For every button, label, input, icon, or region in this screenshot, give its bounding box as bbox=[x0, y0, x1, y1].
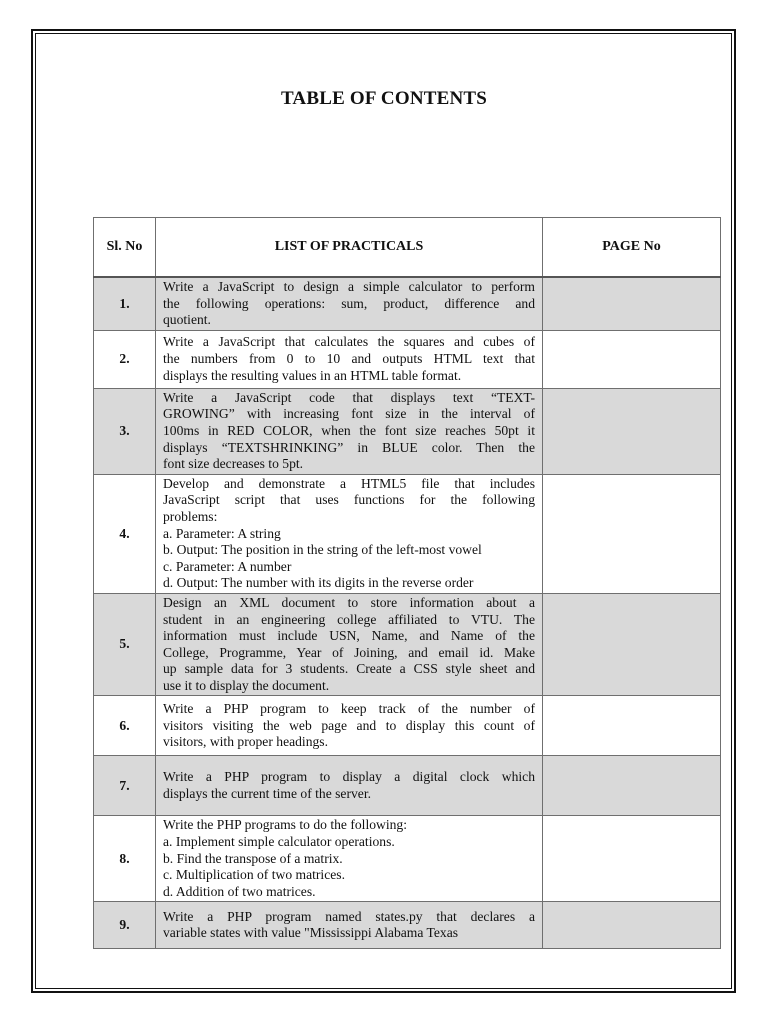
table-row bbox=[94, 330, 721, 388]
table-row bbox=[94, 816, 721, 902]
table-row bbox=[94, 696, 721, 756]
description-line: Write a JavaScript that calculates the squares and cubes of bbox=[163, 334, 535, 350]
description-item: c. Parameter: A number bbox=[163, 558, 292, 574]
description-line: displays “TEXTSHRINKING” in BLUE color. Then the bbox=[163, 439, 535, 455]
description-line: Write a PHP program to display a digital clock which bbox=[163, 769, 535, 785]
description-line: variable states with value "Mississippi Alabama Texas bbox=[163, 925, 459, 941]
description-line: visitors visiting the web page and to display this count of bbox=[163, 717, 535, 733]
description-line: up sample data for 3 students. Create a CSS style sheet and bbox=[163, 661, 535, 677]
practical-description bbox=[156, 593, 543, 696]
page-number-cell bbox=[543, 816, 721, 902]
practical-description bbox=[156, 388, 543, 474]
description-line: problems: bbox=[163, 508, 218, 524]
description-item: a. Parameter: A string bbox=[163, 525, 281, 541]
row-number: 2. bbox=[94, 330, 156, 388]
description-line: student in an engineering college affiliated to VTU. The bbox=[163, 611, 535, 627]
description-line: Write a PHP program named states.py that declares a bbox=[163, 908, 535, 924]
row-number: 9. bbox=[94, 902, 156, 949]
header-list-of-practicals: LIST OF PRACTICALS bbox=[156, 218, 543, 278]
table-row bbox=[94, 388, 721, 474]
row-number: 5. bbox=[94, 593, 156, 696]
table-row bbox=[94, 474, 721, 593]
table-row bbox=[94, 902, 721, 949]
practical-description bbox=[156, 474, 543, 593]
description-line: 100ms in RED COLOR, when the font size reaches 50pt it bbox=[163, 422, 535, 438]
header-page-no: PAGE No bbox=[543, 218, 721, 278]
description-line: displays the resulting values in an HTML table format. bbox=[163, 367, 462, 383]
description-line: quotient. bbox=[163, 312, 211, 328]
description-item: Write the PHP programs to do the following: bbox=[163, 817, 407, 833]
page-number-cell bbox=[543, 696, 721, 756]
row-number: 3. bbox=[94, 388, 156, 474]
page-number-cell bbox=[543, 388, 721, 474]
row-number: 4. bbox=[94, 474, 156, 593]
description-line: GROWING” with increasing font size in the interval of bbox=[163, 406, 535, 422]
description-line: font size decreases to 5pt. bbox=[163, 456, 304, 472]
page-number-cell bbox=[543, 277, 721, 330]
table-row bbox=[94, 593, 721, 696]
page-number-cell bbox=[543, 474, 721, 593]
table-row bbox=[94, 756, 721, 816]
practical-description bbox=[156, 696, 543, 756]
row-number: 6. bbox=[94, 696, 156, 756]
table-row bbox=[94, 277, 721, 330]
header-sl-no: Sl. No bbox=[94, 218, 156, 278]
description-line: JavaScript script that uses functions for the following bbox=[163, 492, 535, 508]
description-item: a. Implement simple calculator operations. bbox=[163, 834, 395, 850]
description-item: b. Output: The position in the string of the left-most vowel bbox=[163, 542, 482, 558]
page-number-cell bbox=[543, 902, 721, 949]
practical-description bbox=[156, 902, 543, 949]
description-line: visitors, with proper headings. bbox=[163, 734, 328, 750]
practical-description bbox=[156, 330, 543, 388]
page-number-cell bbox=[543, 593, 721, 696]
description-line: Write a PHP program to keep track of the number of bbox=[163, 701, 535, 717]
description-line: Design an XML document to store information about a bbox=[163, 594, 535, 610]
description-line: Write a JavaScript to design a simple calculator to perform bbox=[163, 279, 535, 294]
description-line: College, Programme, Year of Joining, and email id. Make bbox=[163, 644, 535, 660]
description-item: b. Find the transpose of a matrix. bbox=[163, 850, 343, 866]
practical-description bbox=[156, 277, 543, 330]
contents-table-body bbox=[94, 277, 721, 949]
description-item: d. Addition of two matrices. bbox=[163, 883, 316, 899]
description-line: Develop and demonstrate a HTML5 file that includes bbox=[163, 475, 535, 491]
row-number: 7. bbox=[94, 756, 156, 816]
contents-table bbox=[93, 217, 721, 949]
description-line: the following operations: sum, product, difference and bbox=[163, 295, 535, 311]
description-line: use it to display the document. bbox=[163, 677, 330, 693]
practical-description bbox=[156, 816, 543, 902]
row-number: 8. bbox=[94, 816, 156, 902]
page-number-cell bbox=[543, 756, 721, 816]
practical-description bbox=[156, 756, 543, 816]
description-item: d. Output: The number with its digits in the reverse order bbox=[163, 575, 474, 591]
description-line: Write a JavaScript code that displays text “TEXT- bbox=[163, 389, 535, 405]
row-number: 1. bbox=[94, 277, 156, 330]
description-line: information must include USN, Name, and Name of the bbox=[163, 628, 535, 644]
description-item: c. Multiplication of two matrices. bbox=[163, 867, 345, 883]
description-line: displays the current time of the server. bbox=[163, 785, 371, 801]
page-number-cell bbox=[543, 330, 721, 388]
description-line: the numbers from 0 to 10 and outputs HTML text that bbox=[163, 350, 535, 366]
page-title: TABLE OF CONTENTS bbox=[280, 88, 488, 109]
table-header-row bbox=[94, 218, 721, 278]
